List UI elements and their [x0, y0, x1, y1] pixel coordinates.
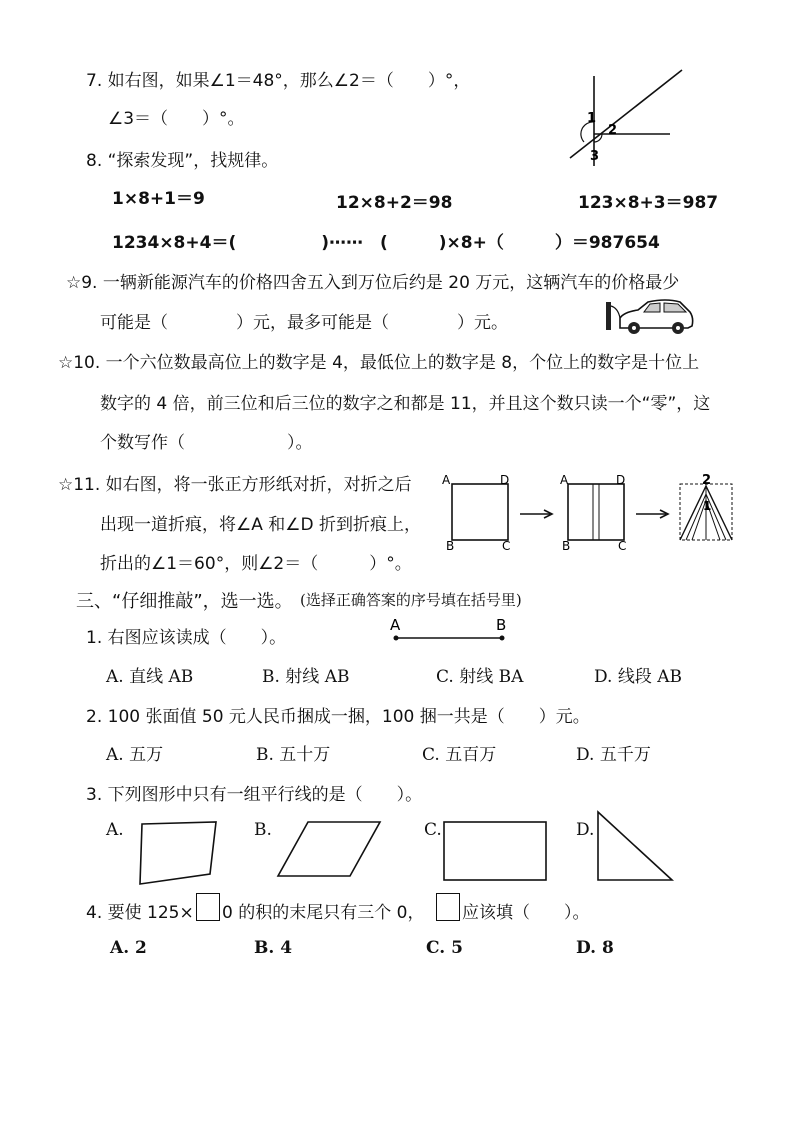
s3q1-option-d: D. 线段 AB: [594, 667, 683, 687]
fold-angle-1: 1: [703, 499, 712, 513]
q8-eq4: 1234×8+4＝( )⋯⋯ ( )×8+（ ）＝987654: [112, 233, 660, 253]
square-label-d: D: [500, 473, 510, 487]
section3-note: (选择正确答案的序号填在括号里): [300, 591, 522, 609]
section3-title: 三、“仔细推敲”，选一选。: [76, 591, 293, 612]
s3q2-option-b: B. 五十万: [256, 745, 331, 765]
s3q3-option-b: B.: [254, 820, 272, 840]
q8-title: 8. “探索发现”，找规律。: [86, 151, 279, 171]
s3q2-stem: 2. 100 张面值 50 元人民币捆成一捆，100 捆一共是（ ）元。: [86, 707, 590, 727]
segment-figure: [386, 616, 516, 646]
angle-label-2: 2: [608, 123, 618, 138]
creased-label-a: A: [560, 473, 569, 487]
q11-line2: 出现一道折痕，将∠A 和∠D 折到折痕上，: [100, 515, 422, 535]
s3q4-stem-part1: 4. 要使 125×: [86, 903, 194, 923]
q9-line1: ☆9. 一辆新能源汽车的价格四舍五入到万位后约是 20 万元，这辆汽车的价格最少: [66, 273, 680, 293]
q7-line1: 7. 如右图，如果∠1＝48°，那么∠2＝（ ）°，: [86, 71, 471, 91]
s3q4-option-d: D. 8: [576, 938, 614, 958]
s3q2-option-d: D. 五千万: [576, 745, 651, 765]
s3q3-stem: 3. 下列图形中只有一组平行线的是（ ）。: [86, 785, 423, 805]
segment-label-a: A: [390, 616, 401, 634]
square-label-c: C: [502, 539, 511, 553]
blank-box-2: [436, 893, 460, 921]
s3q2-option-a: A. 五万: [106, 745, 164, 765]
folding-figure: [440, 470, 740, 556]
angle-label-1: 1: [587, 111, 597, 126]
creased-paper: [568, 484, 624, 540]
s3q3-option-c: C.: [424, 820, 442, 840]
q11-line1: ☆11. 如右图，将一张正方形纸对折，对折之后: [58, 475, 412, 495]
s3q3-option-d: D.: [576, 820, 595, 840]
angle-figure: [560, 62, 700, 172]
creased-label-c: C: [618, 539, 627, 553]
s3q1-stem: 1. 右图应该读成（ ）。: [86, 628, 287, 648]
square-paper: [452, 484, 508, 540]
shape-a-trapezoid: [138, 818, 218, 888]
creased-label-d: D: [616, 473, 626, 487]
s3q4-stem-part3: 应该填（ ）。: [462, 903, 590, 923]
blank-box-1: [196, 893, 220, 921]
s3q2-option-c: C. 五百万: [422, 745, 497, 765]
angle-label-3: 3: [590, 149, 600, 164]
s3q1-option-a: A. 直线 AB: [106, 667, 194, 687]
s3q4-option-a: A. 2: [110, 938, 147, 958]
s3q3-option-a: A.: [106, 820, 124, 840]
square-label-a: A: [442, 473, 451, 487]
creased-label-b: B: [562, 539, 571, 553]
s3q4-option-c: C. 5: [426, 938, 463, 958]
q8-eq2: 12×8+2＝98: [336, 193, 453, 213]
s3q4-option-b: B. 4: [254, 938, 293, 958]
s3q1-option-b: B. 射线 AB: [262, 667, 350, 687]
q8-eq1: 1×8+1＝9: [112, 189, 205, 209]
q10-line1: ☆10. 一个六位数最高位上的数字是 4，最低位上的数字是 8，个位上的数字是十位上: [58, 353, 700, 373]
shape-d-triangle: [594, 808, 678, 886]
q8-eq3: 123×8+3＝987: [578, 193, 719, 213]
q10-line3: 个数写作（ ）。: [100, 433, 313, 453]
q7-line2: ∠3＝（ ）°。: [108, 109, 245, 129]
square-label-b: B: [446, 539, 455, 553]
shape-c-rectangle: [440, 820, 550, 884]
fold-angle-2: 2: [702, 473, 712, 488]
segment-label-b: B: [496, 616, 507, 634]
q10-line2: 数字的 4 倍，前三位和后三位的数字之和都是 11，并且这个数只读一个“零”，这: [100, 394, 711, 414]
shape-b-parallelogram: [276, 818, 386, 882]
car-illustration: [604, 296, 696, 336]
s3q4-stem-part2: 0 的积的末尾只有三个 0，: [222, 903, 425, 923]
s3q1-option-c: C. 射线 BA: [436, 667, 524, 687]
q11-line3: 折出的∠1＝60°，则∠2＝（ ）°。: [100, 554, 412, 574]
q9-line2: 可能是（ ）元，最多可能是（ ）元。: [100, 313, 508, 333]
